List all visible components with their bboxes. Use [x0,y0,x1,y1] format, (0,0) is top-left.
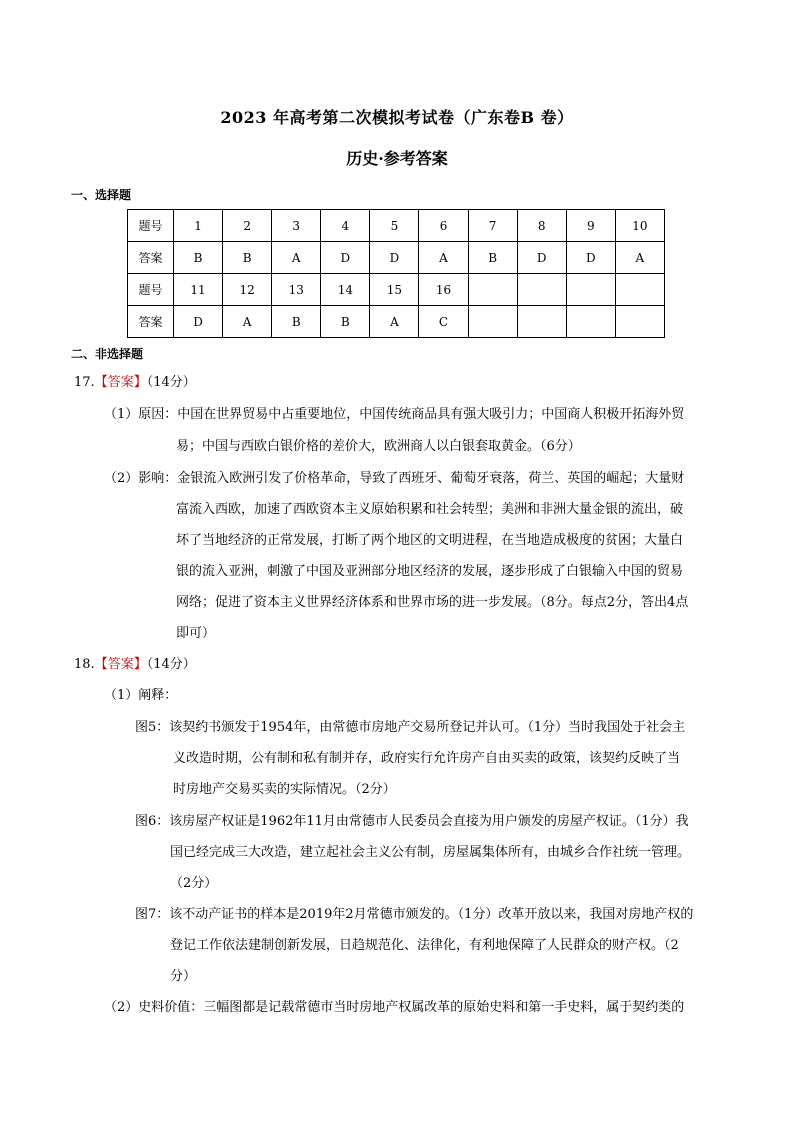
table-row [128,210,665,242]
q18-header [74,655,196,675]
table-cell: B [223,242,272,274]
table-cell: A [615,242,664,274]
table-cell: C [419,306,468,338]
table-cell [615,306,664,338]
table-cell [517,274,566,306]
q17-line: 富流入西欧，加速了西欧资本主义原始积累和社会转型；美洲和非洲大量金银的流出，破 [176,502,684,517]
table-cell: D [174,306,223,338]
table-cell: 5 [370,210,419,242]
section-heading-choice: 一、选择题 [71,188,132,202]
table-cell: 3 [272,210,321,242]
table-cell [468,306,517,338]
q18-line: 国已经完成三大改造，建立起社会主义公有制，房屋属集体所有，由城乡合作社统一管理。 [170,845,691,860]
document-title: 2023 年高考第二次模拟考试卷（广东卷B 卷） [220,108,574,127]
q18-score: （14分） [146,657,196,672]
q17-line: 银的流入亚洲，刺激了中国及亚洲部分地区经济的发展，逐步形成了白银输入中国的贸易 [176,564,684,579]
table-cell: D [517,242,566,274]
table-cell: A [419,242,468,274]
table-cell: 16 [419,274,468,306]
q17-line: 易；中国与西欧白银价格的差价大，欧洲商人以白银套取黄金。（6分） [176,439,581,454]
table-cell: 13 [272,274,321,306]
table-row [128,242,665,274]
q17-score: （14分） [146,375,196,390]
table-cell: 11 [174,274,223,306]
q18-line: 登记工作依法建制创新发展，日趋规范化、法律化，有利地保障了人民群众的财产权。（2 [170,938,679,953]
q17-line: 网络；促进了资本主义世界经济体系和世界市场的进一步发展。（8分。每点2分，答出4点 [176,595,689,610]
table-row [128,274,665,306]
table-cell: A [272,242,321,274]
q17-answer-tag: 【答案】 [94,375,147,390]
table-cell: D [321,242,370,274]
q18-line: （1）阐释： [104,688,178,703]
table-cell: B [174,242,223,274]
q17-number: 17. [74,375,95,390]
q18-answer-tag: 【答案】 [94,657,147,672]
row-label: 答案 [128,306,174,338]
table-cell: B [468,242,517,274]
table-cell: A [223,306,272,338]
table-cell [517,306,566,338]
table-cell: D [370,242,419,274]
q17-line: 坏了当地经济的正常发展，打断了两个地区的文明进程，在当地造成极度的贫困；大量白 [176,533,684,548]
table-cell: 10 [615,210,664,242]
table-cell: B [321,306,370,338]
table-cell: 6 [419,210,468,242]
q18-line: 图5：该契约书颁发于1954年，由常德市房地产交易所登记并认可。（1分）当时我国处于社会主 [135,720,686,735]
document-subtitle: 历史·参考答案 [346,149,448,168]
row-label: 答案 [128,242,174,274]
q18-line: （2分） [170,876,218,891]
q18-line: 时房地产交易买卖的实际情况。（2分） [173,782,396,797]
table-cell [468,274,517,306]
table-cell: 9 [566,210,615,242]
table-cell: A [370,306,419,338]
q18-line: 图6：该房屋产权证是1962年11月由常德市人民委员会直接为用户颁发的房屋产权证。（1分）我 [135,814,689,829]
q18-line: 义改造时期，公有制和私有制并存，政府实行允许房产自由买卖的政策，该契约反映了当 [173,751,681,766]
section-heading-nonchoice: 二、非选择题 [71,347,144,361]
table-cell: 15 [370,274,419,306]
q17-line: （2）影响：金银流入欧洲引发了价格革命，导致了西班牙、葡萄牙衰落，荷兰、英国的崛起；大量财 [104,471,685,486]
q17-line: 即可） [176,626,216,641]
table-row [128,306,665,338]
q17-line: （1）原因：中国在世界贸易中占重要地位，中国传统商品具有强大吸引力；中国商人积极开拓海外贸 [104,407,685,422]
q18-line: （2）史料价值：三幅图都是记载常德市当时房地产权属改革的原始史料和第一手史料，属于契约类的 [104,1000,685,1015]
row-label: 题号 [128,210,174,242]
q17-header [74,373,196,393]
table-cell [615,274,664,306]
table-cell: 14 [321,274,370,306]
table-cell [566,274,615,306]
table-cell: 4 [321,210,370,242]
table-cell: 12 [223,274,272,306]
table-cell: B [272,306,321,338]
table-cell: 2 [223,210,272,242]
table-cell [566,306,615,338]
table-cell: 1 [174,210,223,242]
table-cell: 7 [468,210,517,242]
table-cell: D [566,242,615,274]
row-label: 题号 [128,274,174,306]
q18-line: 图7：该不动产证书的样本是2019年2月常德市颁发的。（1分）改革开放以来，我国对房地产权的 [135,907,694,922]
q18-line: 分） [170,969,197,984]
q18-number: 18. [74,657,95,672]
table-cell: 8 [517,210,566,242]
answer-table [127,209,665,338]
